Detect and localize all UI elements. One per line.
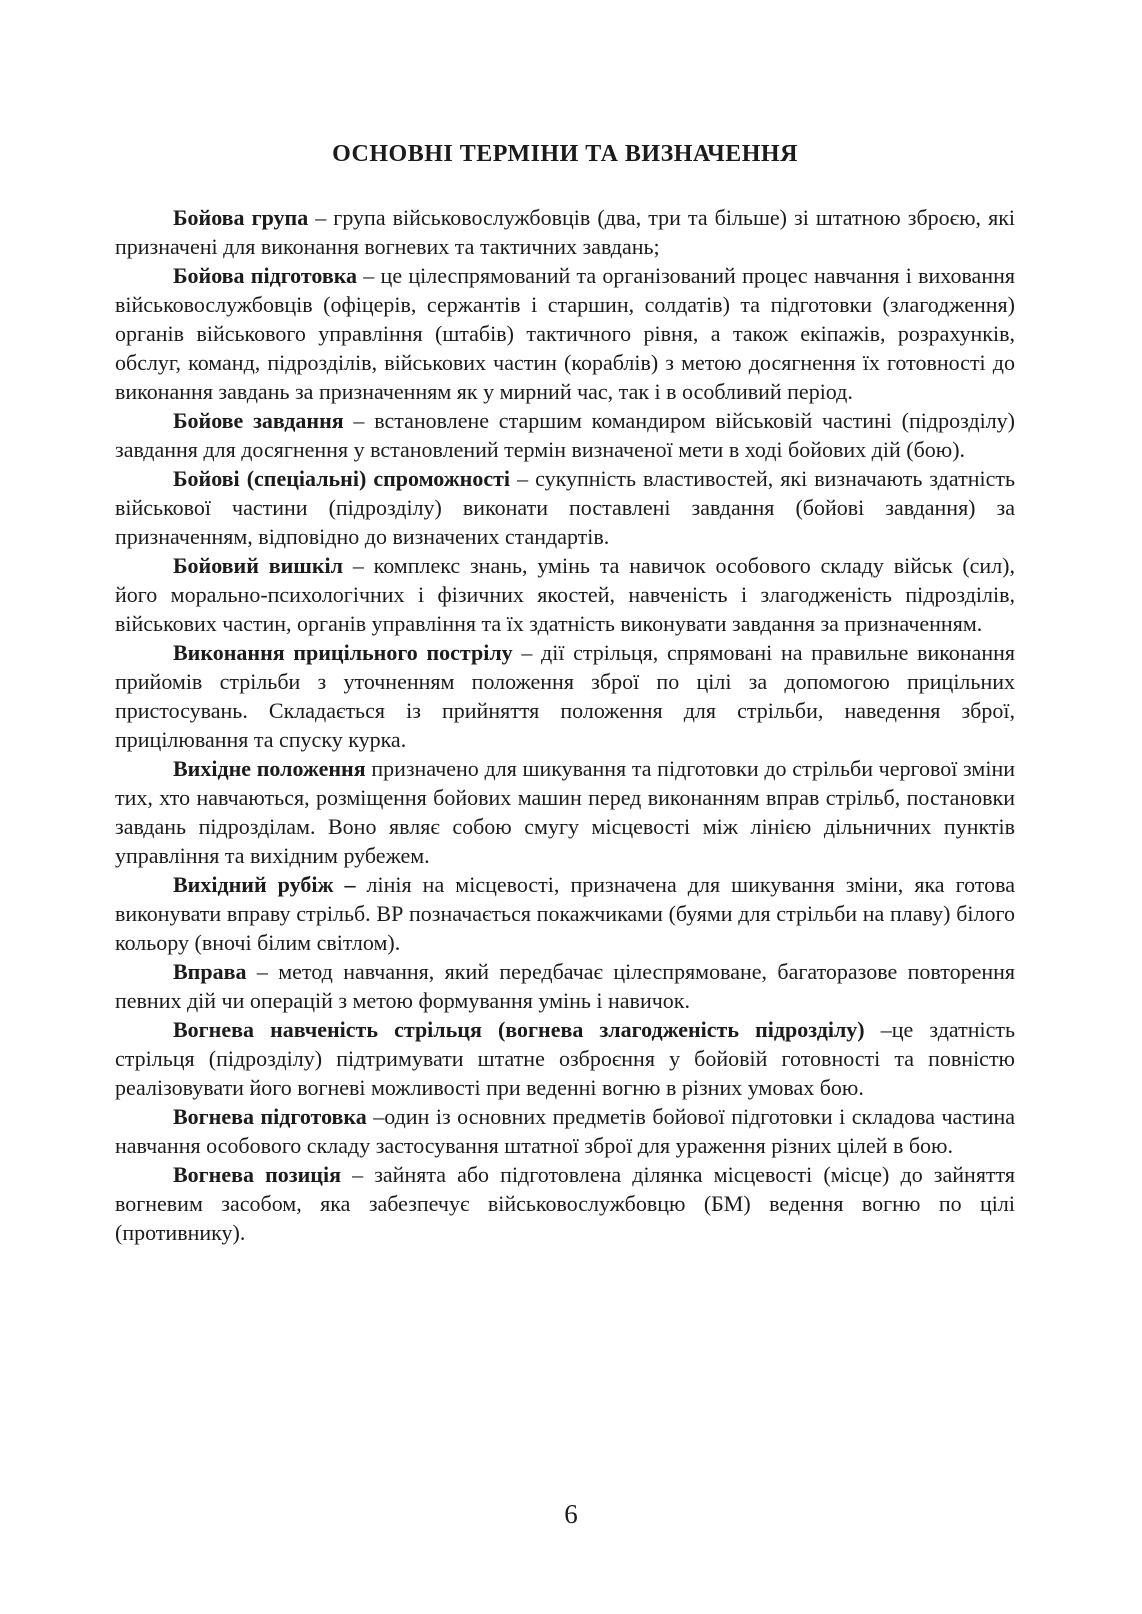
page-title: ОСНОВНІ ТЕРМІНИ ТА ВИЗНАЧЕННЯ xyxy=(332,141,798,167)
term-text: Вихідний рубіж – xyxy=(173,872,356,897)
definition-text: –один із основних предметів бойової підготовки і складова частина навчання особового складу застосування штатної зброї для ураження різних цілей в бою. xyxy=(115,1104,1016,1158)
term-definition-paragraph xyxy=(115,638,1015,754)
term-text: Бойова група xyxy=(173,205,309,230)
term-definition-paragraph xyxy=(115,464,1015,551)
term-text: Бойовий вишкіл xyxy=(173,553,343,578)
term-text: Бойове завдання xyxy=(173,408,344,433)
definition-text: – сукупність властивостей, які визначають здатність військової частини (підрозділу) виконати поставлені завдання (бойові завдання) за призначенням, відповідно до визначених стандартів. xyxy=(115,466,1015,549)
term-definition-paragraph xyxy=(115,754,1015,870)
term-definition-paragraph xyxy=(115,203,1015,261)
term-text: Вправа xyxy=(173,959,247,984)
term-text: Бойова підготовка xyxy=(173,263,358,288)
definition-text: лінія на місцевості, призначена для шикування зміни, яка готова виконувати вправу стрільб. ВР позначається покажчиками (буями для стрільби на плаву) білого кольору (вночі білим світлом). xyxy=(115,872,1015,955)
definition-text: – комплекс знань, умінь та навичок особового складу військ (сил), його морально-психологічних і фізичних якостей, навченість і злагодженість підрозділів, військових частин, органів управління та їх здатність виконувати завдання за призначенням. xyxy=(115,553,1015,636)
term-definition-paragraph xyxy=(115,551,1015,638)
definition-text: – група військовослужбовців (два, три та більше) зі штатною зброєю, які призначені для виконання вогневих та тактичних завдань; xyxy=(115,205,1015,259)
term-text: Вихідне положення xyxy=(173,756,366,781)
term-text: Бойові (спеціальні) спроможності xyxy=(173,466,511,491)
term-text: Виконання прицільного пострілу xyxy=(173,640,513,665)
definitions-list xyxy=(115,203,1015,1247)
term-text: Вогнева навченість стрільця (вогнева злагодженість підрозділу) xyxy=(173,1017,865,1042)
term-definition-paragraph xyxy=(115,1015,1015,1102)
term-definition-paragraph xyxy=(115,870,1015,957)
term-definition-paragraph xyxy=(115,261,1015,406)
term-definition-paragraph xyxy=(115,957,1015,1015)
term-text: Вогнева позиція xyxy=(173,1162,341,1187)
definition-text: – це цілеспрямований та організований процес навчання і виховання військовослужбовців (офіцерів, сержантів і старшин, солдатів) та підготовки (злагодження) органів військового управління (штабів) тактичного рівня, а також екіпажів, розрахунків, обслуг, команд, підрозділів, військових частин (кораблів) з метою досягнення їх готовності до виконання завдань за призначенням як у мирний час, так і в особливий період. xyxy=(115,263,1015,404)
term-text: Вогнева підготовка xyxy=(173,1104,367,1129)
definition-text: – метод навчання, який передбачає цілеспрямоване, багаторазове повторення певних дій чи операцій з метою формування умінь і навичок. xyxy=(115,959,1015,1013)
term-definition-paragraph xyxy=(115,1102,1015,1160)
definition-text: –це здатність стрільця (підрозділу) підтримувати штатне озброєння у бойовій готовності та повністю реалізовувати його вогневі можливості при веденні вогню в різних умовах бою. xyxy=(115,1017,1015,1100)
definition-text: – встановлене старшим командиром військовій частині (підрозділу) завдання для досягнення у встановлений термін визначеної мети в ході бойових дій (бою). xyxy=(115,408,1015,462)
definition-text: – дії стрільця, спрямовані на правильне виконання прийомів стрільби з уточненням положення зброї по цілі за допомогою прицільних пристосувань. Складається із прийняття положення для стрільби, наведення зброї, прицілювання та спуску курка. xyxy=(115,640,1015,752)
definition-text: призначено для шикування та підготовки до стрільби чергової зміни тих, хто навчаються, розміщення бойових машин перед виконанням вправ стрільб, постановки завдань підрозділам. Воно являє собою смугу місцевості між лінією дільничних пунктів управління та вихідним рубежем. xyxy=(115,756,1015,868)
term-definition-paragraph xyxy=(115,406,1015,464)
term-definition-paragraph xyxy=(115,1160,1015,1247)
definition-text: – зайнята або підготовлена ділянка місцевості (місце) до зайняття вогневим засобом, яка забезпечує військовослужбовцю (БМ) ведення вогню по цілі (противнику). xyxy=(115,1162,1015,1245)
page-number: 6 xyxy=(564,1499,578,1529)
text-column xyxy=(115,0,1015,1247)
